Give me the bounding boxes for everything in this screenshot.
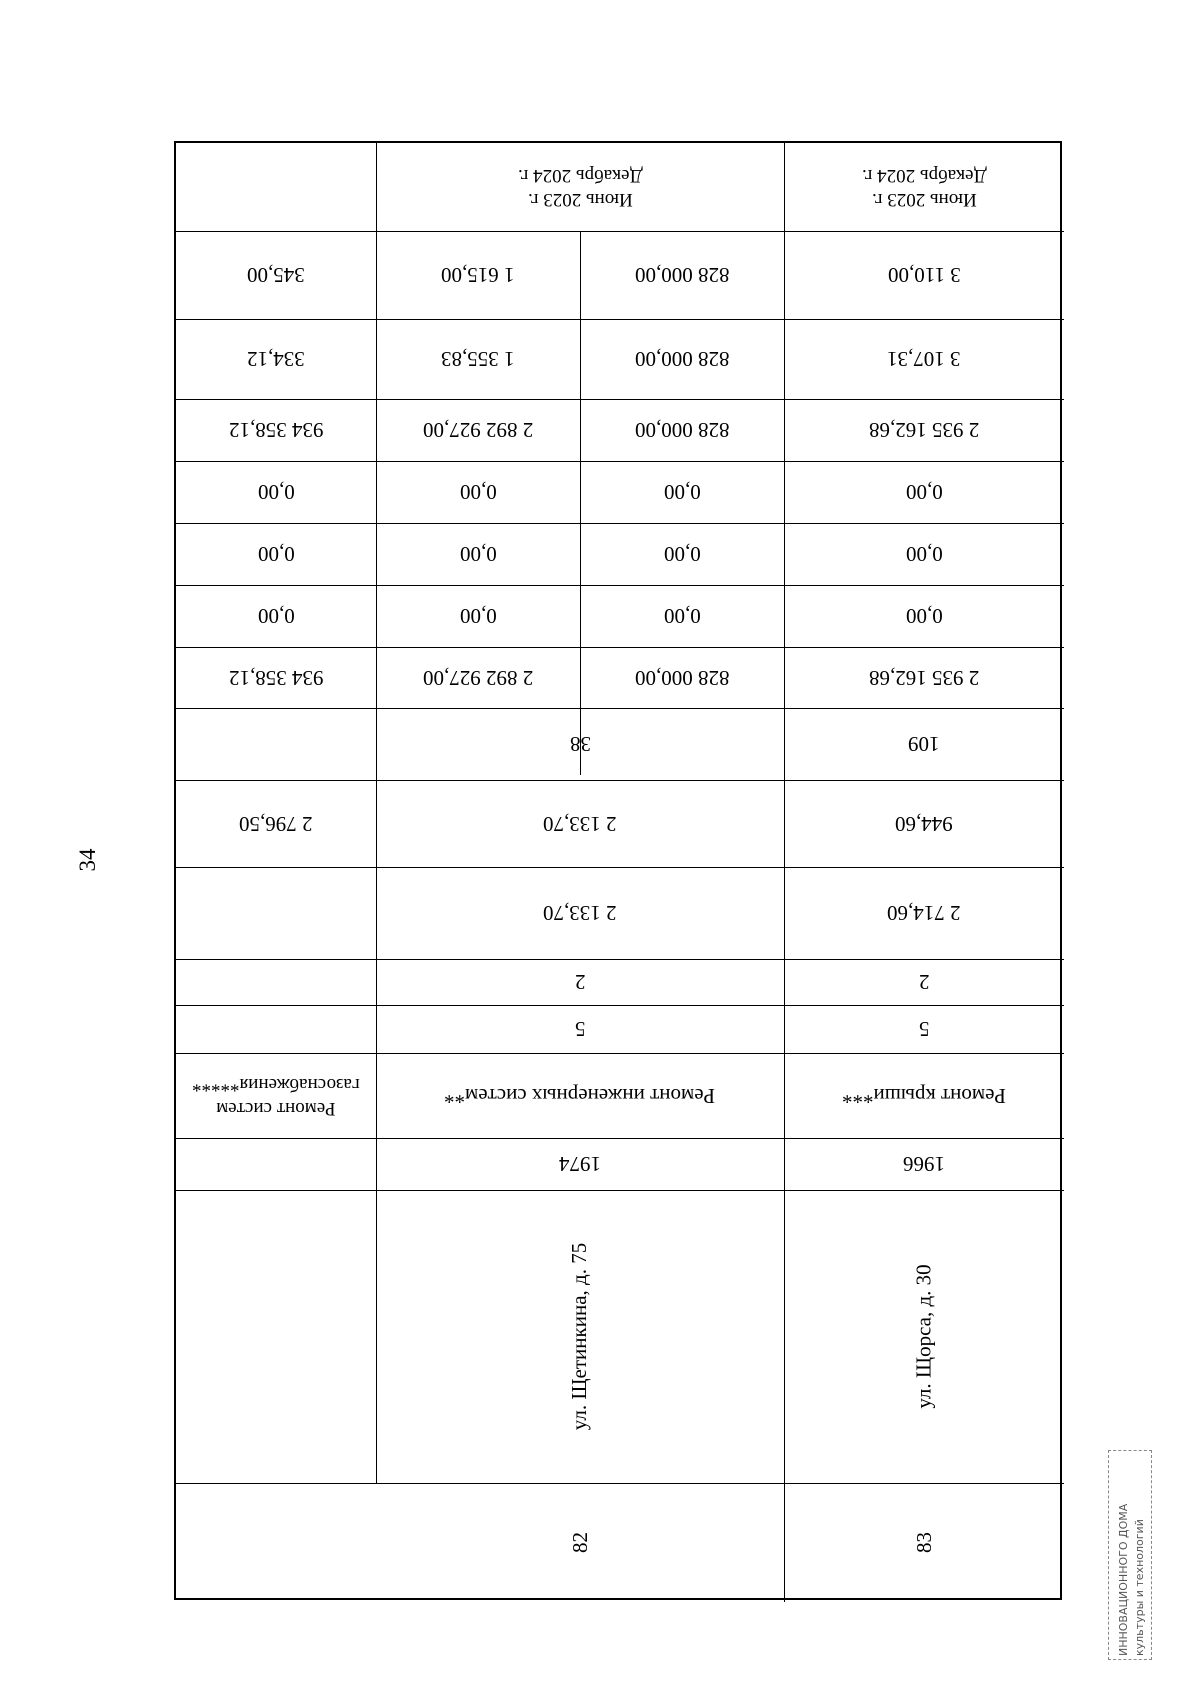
cell-per1: 334,12 xyxy=(247,347,305,371)
work-line: газоснабжения***** xyxy=(192,1073,360,1095)
cell-work: Ремонт крыши*** xyxy=(842,1083,1006,1108)
cell-total2: 2 935 162,68 xyxy=(868,665,980,690)
cell-num: 82 xyxy=(567,1532,592,1553)
period-line: Декабрь 2024 г. xyxy=(861,165,987,186)
cell-total2: 934 358,12 xyxy=(228,665,324,690)
cell-area1: 2 714,60 xyxy=(887,901,961,925)
cell-value: 828 000,00 xyxy=(634,418,730,442)
period-line: Декабрь 2024 г. xyxy=(517,165,643,186)
page-number: 34 xyxy=(75,848,100,872)
period-line: Июнь 2023 г. xyxy=(527,189,633,210)
cell-value: 2 892 927,00 xyxy=(422,665,534,690)
cell-total: 934 358,12 xyxy=(228,418,324,442)
cell-total: 2 935 162,68 xyxy=(868,418,980,442)
work-line: Ремонт систем xyxy=(216,1097,336,1119)
cell-per2: 3 110,00 xyxy=(887,263,961,287)
data-table xyxy=(174,141,1062,1600)
cell-area2: 944,60 xyxy=(895,811,953,836)
cell-zero: 0,00 xyxy=(663,604,701,628)
cell-c2: 2 xyxy=(574,970,586,994)
cell-work: Ремонт инженерных систем** xyxy=(444,1083,716,1108)
cell-zero: 0,00 xyxy=(905,604,943,628)
cell-zero: 0,00 xyxy=(459,604,497,628)
cell-c2: 2 xyxy=(918,970,930,994)
period-line: Июнь 2023 г. xyxy=(871,189,977,210)
cell-per2: 345,00 xyxy=(247,263,305,287)
cell-zero: 0,00 xyxy=(905,542,943,566)
cell-value: 2 892 927,00 xyxy=(422,418,534,442)
cell-zero: 0,00 xyxy=(257,542,295,566)
cell-zero: 0,00 xyxy=(663,542,701,566)
cell-address: ул. Щетинкина, д. 75 xyxy=(567,1242,592,1431)
cell-area1: 2 133,70 xyxy=(543,901,617,925)
cell-address: ул. Щорса, д. 30 xyxy=(911,1264,936,1409)
cell-residents: 109 xyxy=(908,732,940,756)
cell-value: 1 355,83 xyxy=(441,347,515,371)
cell-value: 828 000,00 xyxy=(634,347,730,371)
cell-num: 83 xyxy=(911,1532,936,1553)
cell-value: 1 615,00 xyxy=(441,263,515,287)
cell-c5: 5 xyxy=(574,1017,586,1041)
cell-c5: 5 xyxy=(918,1017,930,1041)
cell-residents: 38 xyxy=(569,732,591,756)
cell-area2: 2 796,50 xyxy=(239,811,313,836)
stamp xyxy=(1108,1450,1152,1660)
stamp-line: культуры и технологий xyxy=(1133,1519,1146,1656)
cell-zero: 0,00 xyxy=(663,480,701,504)
stamp-line: ИННОВАЦИОННОГО ДОМА xyxy=(1117,1503,1130,1656)
cell-year: 1966 xyxy=(903,1152,945,1176)
cell-value: 828 000,00 xyxy=(634,263,730,287)
cell-zero: 0,00 xyxy=(459,480,497,504)
cell-area2: 2 133,70 xyxy=(543,811,617,836)
cell-per1: 3 107,31 xyxy=(887,347,961,371)
cell-zero: 0,00 xyxy=(257,604,295,628)
cell-zero: 0,00 xyxy=(257,480,295,504)
cell-year: 1974 xyxy=(559,1152,601,1176)
cell-zero: 0,00 xyxy=(459,542,497,566)
cell-zero: 0,00 xyxy=(905,480,943,504)
cell-value: 828 000,00 xyxy=(634,665,730,690)
